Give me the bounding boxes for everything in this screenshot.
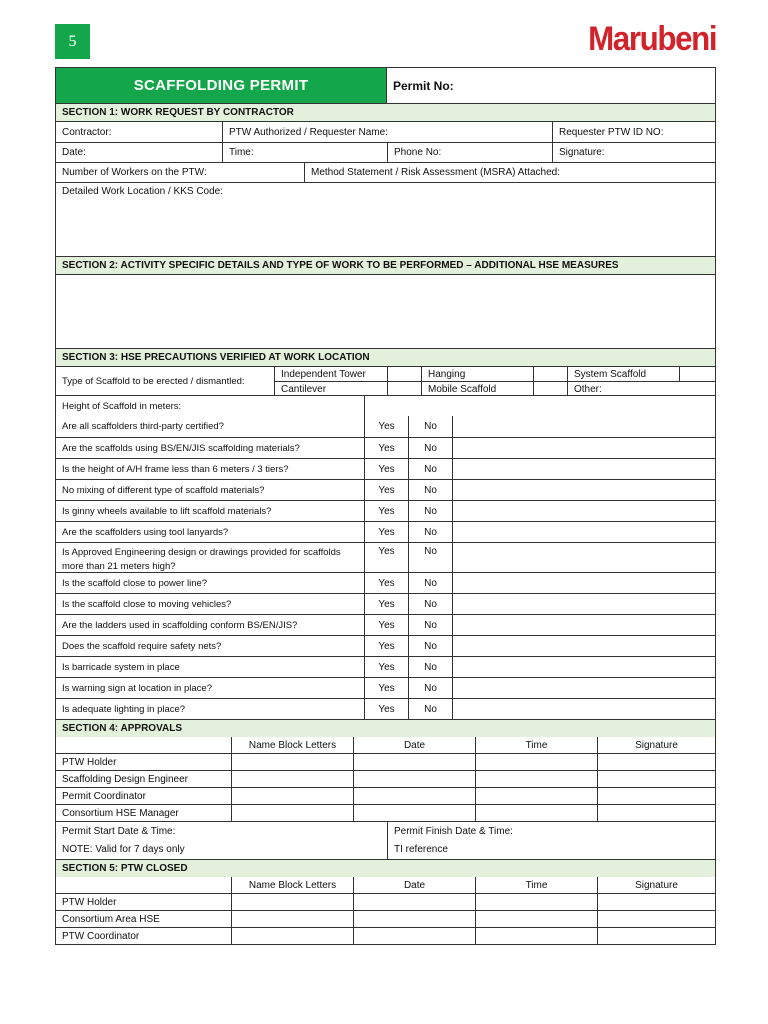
yes-option[interactable]: Yes — [364, 699, 408, 719]
question-row — [56, 698, 715, 719]
validity-note: NOTE: Valid for 7 days only — [62, 843, 185, 855]
no-option[interactable]: No — [408, 543, 452, 572]
no-option[interactable]: No — [408, 501, 452, 521]
table-cell[interactable] — [231, 928, 353, 944]
table-cell[interactable] — [231, 911, 353, 927]
contractor-field[interactable]: Contractor: — [62, 126, 112, 138]
role-label: PTW Holder — [62, 896, 117, 908]
yes-option[interactable]: Yes — [364, 615, 408, 635]
role-label: Consortium HSE Manager — [62, 807, 179, 819]
height-label: Height of Scaffold in meters: — [62, 400, 182, 412]
permit-finish-label[interactable]: Permit Finish Date & Time: — [394, 826, 513, 838]
question-remarks[interactable] — [452, 522, 715, 542]
question-text: Are the ladders used in scaffolding conform BS/EN/JIS? — [62, 619, 298, 631]
section1-header: SECTION 1: WORK REQUEST BY CONTRACTOR — [56, 104, 715, 121]
yes-option[interactable]: Yes — [364, 657, 408, 677]
question-row — [56, 437, 715, 458]
question-remarks[interactable] — [452, 615, 715, 635]
question-text: Is barricade system in place — [62, 661, 180, 673]
time-field[interactable]: Time: — [222, 143, 387, 162]
column-header: Signature — [597, 737, 715, 753]
no-option[interactable]: No — [408, 438, 452, 458]
question-text: Are the scaffolds using BS/EN/JIS scaffolding materials? — [62, 442, 300, 454]
question-row — [56, 500, 715, 521]
activity-details-field[interactable] — [56, 275, 715, 348]
marubeni-logo: Marubeni — [588, 20, 716, 58]
table-cell[interactable] — [597, 805, 715, 821]
question-row — [56, 635, 715, 656]
column-header: Time — [475, 877, 597, 893]
work-location-field[interactable]: Detailed Work Location / KKS Code: — [62, 186, 224, 197]
table-row — [56, 753, 715, 770]
role-label: Consortium Area HSE — [62, 913, 160, 925]
table-cell[interactable] — [597, 788, 715, 804]
table-header-row — [56, 877, 715, 893]
header-role — [56, 737, 231, 753]
question-row — [56, 572, 715, 593]
no-option[interactable]: No — [408, 657, 452, 677]
section5-header: SECTION 5: PTW CLOSED — [56, 860, 715, 877]
question-text: Are the scaffolders using tool lanyards? — [62, 526, 229, 538]
phone-field[interactable]: Phone No: — [387, 143, 552, 162]
question-text: Is adequate lighting in place? — [62, 703, 186, 715]
header-role — [56, 877, 231, 893]
question-remarks[interactable] — [452, 678, 715, 698]
table-cell[interactable] — [475, 771, 597, 787]
scaffolding-permit-form — [55, 67, 716, 945]
yes-option[interactable]: Yes — [364, 501, 408, 521]
table-cell[interactable] — [353, 928, 475, 944]
table-cell[interactable] — [475, 754, 597, 770]
no-option[interactable]: No — [408, 573, 452, 593]
question-row — [56, 542, 715, 572]
table-cell[interactable] — [231, 771, 353, 787]
type-independent-tower: Independent Tower — [281, 368, 366, 380]
ti-reference-label[interactable]: TI reference — [394, 843, 448, 855]
table-row — [56, 927, 715, 944]
question-row — [56, 656, 715, 677]
no-option[interactable]: No — [408, 594, 452, 614]
type-mobile-scaffold: Mobile Scaffold — [421, 382, 533, 396]
question-remarks[interactable] — [452, 636, 715, 656]
question-remarks[interactable] — [452, 480, 715, 500]
table-cell[interactable] — [475, 928, 597, 944]
section2-header: SECTION 2: ACTIVITY SPECIFIC DETAILS AND TYPE OF WORK TO BE PERFORMED – ADDITIONAL HSE MEASURES — [56, 257, 715, 274]
table-row — [56, 787, 715, 804]
question-row — [56, 479, 715, 500]
scaffold-type-label: Type of Scaffold to be erected / dismantled: — [62, 375, 245, 387]
type-other[interactable]: Other: — [567, 382, 715, 396]
question-text: Is ginny wheels available to lift scaffold materials? — [62, 505, 272, 517]
table-cell[interactable] — [353, 894, 475, 910]
closure-table — [56, 877, 715, 944]
requester-name-field[interactable]: PTW Authorized / Requester Name: — [222, 122, 552, 142]
role-label: PTW Coordinator — [62, 930, 140, 942]
table-cell[interactable] — [475, 805, 597, 821]
yes-option[interactable]: Yes — [364, 594, 408, 614]
type-hanging-box[interactable] — [533, 367, 567, 381]
table-cell[interactable] — [353, 754, 475, 770]
table-cell[interactable] — [231, 788, 353, 804]
table-cell[interactable] — [597, 911, 715, 927]
question-remarks[interactable] — [452, 543, 715, 572]
no-option[interactable]: No — [408, 636, 452, 656]
form-title: SCAFFOLDING PERMIT — [56, 68, 386, 103]
question-row — [56, 458, 715, 479]
table-cell[interactable] — [597, 894, 715, 910]
column-header: Signature — [597, 877, 715, 893]
yes-option[interactable]: Yes — [364, 480, 408, 500]
section4-header: SECTION 4: APPROVALS — [56, 720, 715, 737]
question-row — [56, 614, 715, 635]
question-text: Are all scaffolders third-party certified? — [62, 421, 224, 432]
section3-header: SECTION 3: HSE PRECAUTIONS VERIFIED AT WORK LOCATION — [56, 349, 715, 366]
type-independent-tower-box[interactable] — [387, 367, 421, 381]
table-header-row — [56, 737, 715, 753]
signature-field[interactable]: Signature: — [552, 143, 715, 162]
msra-field[interactable]: Method Statement / Risk Assessment (MSRA) Attached: — [304, 163, 715, 182]
table-cell[interactable] — [231, 805, 353, 821]
question-text: Does the scaffold require safety nets? — [62, 640, 222, 652]
column-header: Time — [475, 737, 597, 753]
type-cantilever: Cantilever — [281, 383, 327, 395]
role-label: Scaffolding Design Engineer — [62, 773, 189, 785]
yes-option[interactable]: Yes — [364, 543, 408, 572]
precaution-questions — [56, 416, 715, 719]
no-option[interactable]: No — [408, 699, 452, 719]
table-row — [56, 910, 715, 927]
question-row — [56, 521, 715, 542]
question-text: Is the scaffold close to power line? — [62, 577, 208, 589]
question-remarks[interactable] — [452, 594, 715, 614]
question-text: No mixing of different type of scaffold materials? — [62, 484, 265, 496]
table-cell[interactable] — [597, 771, 715, 787]
column-header: Date — [353, 737, 475, 753]
question-remarks[interactable] — [452, 416, 715, 437]
yes-option[interactable]: Yes — [364, 678, 408, 698]
role-label: PTW Holder — [62, 756, 117, 768]
question-text: Is warning sign at location in place? — [62, 682, 212, 694]
permit-start-label[interactable]: Permit Start Date & Time: — [62, 826, 176, 838]
table-row — [56, 770, 715, 787]
yes-option[interactable]: Yes — [364, 573, 408, 593]
table-cell[interactable] — [597, 928, 715, 944]
question-text: Is the scaffold close to moving vehicles? — [62, 598, 232, 610]
date-field[interactable]: Date: — [62, 147, 86, 158]
question-remarks[interactable] — [452, 459, 715, 479]
yes-option[interactable]: Yes — [364, 522, 408, 542]
question-row — [56, 677, 715, 698]
table-cell[interactable] — [475, 911, 597, 927]
column-header: Name Block Letters — [231, 877, 353, 893]
table-cell[interactable] — [353, 805, 475, 821]
no-option[interactable]: No — [408, 416, 452, 437]
no-option[interactable]: No — [408, 522, 452, 542]
no-option[interactable]: No — [408, 615, 452, 635]
question-remarks[interactable] — [452, 501, 715, 521]
table-cell[interactable] — [475, 894, 597, 910]
yes-option[interactable]: Yes — [364, 416, 408, 437]
column-header: Name Block Letters — [231, 737, 353, 753]
permit-no-field[interactable]: Permit No: — [386, 68, 715, 103]
question-remarks[interactable] — [452, 657, 715, 677]
yes-option[interactable]: Yes — [364, 636, 408, 656]
no-option[interactable]: No — [408, 480, 452, 500]
question-remarks[interactable] — [452, 438, 715, 458]
type-cantilever-box[interactable] — [387, 382, 421, 396]
question-text: Is the height of A/H frame less than 6 meters / 3 tiers? — [62, 463, 289, 475]
question-row — [56, 593, 715, 614]
height-field[interactable] — [364, 396, 715, 416]
table-cell[interactable] — [353, 911, 475, 927]
table-cell[interactable] — [597, 754, 715, 770]
table-cell[interactable] — [231, 894, 353, 910]
type-system-scaffold-box[interactable] — [679, 367, 715, 381]
role-label: Permit Coordinator — [62, 790, 146, 802]
question-text: Is Approved Engineering design or drawings provided for scaffolds more than 21 meters high? — [62, 547, 341, 572]
page-number-badge: 5 — [55, 24, 90, 59]
question-row — [56, 416, 715, 437]
table-cell[interactable] — [231, 754, 353, 770]
yes-option[interactable]: Yes — [364, 438, 408, 458]
column-header: Date — [353, 877, 475, 893]
no-option[interactable]: No — [408, 459, 452, 479]
type-hanging: Hanging — [421, 367, 533, 381]
table-row — [56, 804, 715, 821]
requester-id-field[interactable]: Requester PTW ID NO: — [552, 122, 715, 142]
yes-option[interactable]: Yes — [364, 459, 408, 479]
question-remarks[interactable] — [452, 573, 715, 593]
table-row — [56, 893, 715, 910]
table-cell[interactable] — [353, 771, 475, 787]
type-mobile-scaffold-box[interactable] — [533, 382, 567, 396]
type-system-scaffold: System Scaffold — [567, 367, 679, 381]
workers-field[interactable]: Number of Workers on the PTW: — [62, 167, 207, 178]
approvals-table — [56, 737, 715, 821]
table-cell[interactable] — [353, 788, 475, 804]
no-option[interactable]: No — [408, 678, 452, 698]
table-cell[interactable] — [475, 788, 597, 804]
question-remarks[interactable] — [452, 699, 715, 719]
